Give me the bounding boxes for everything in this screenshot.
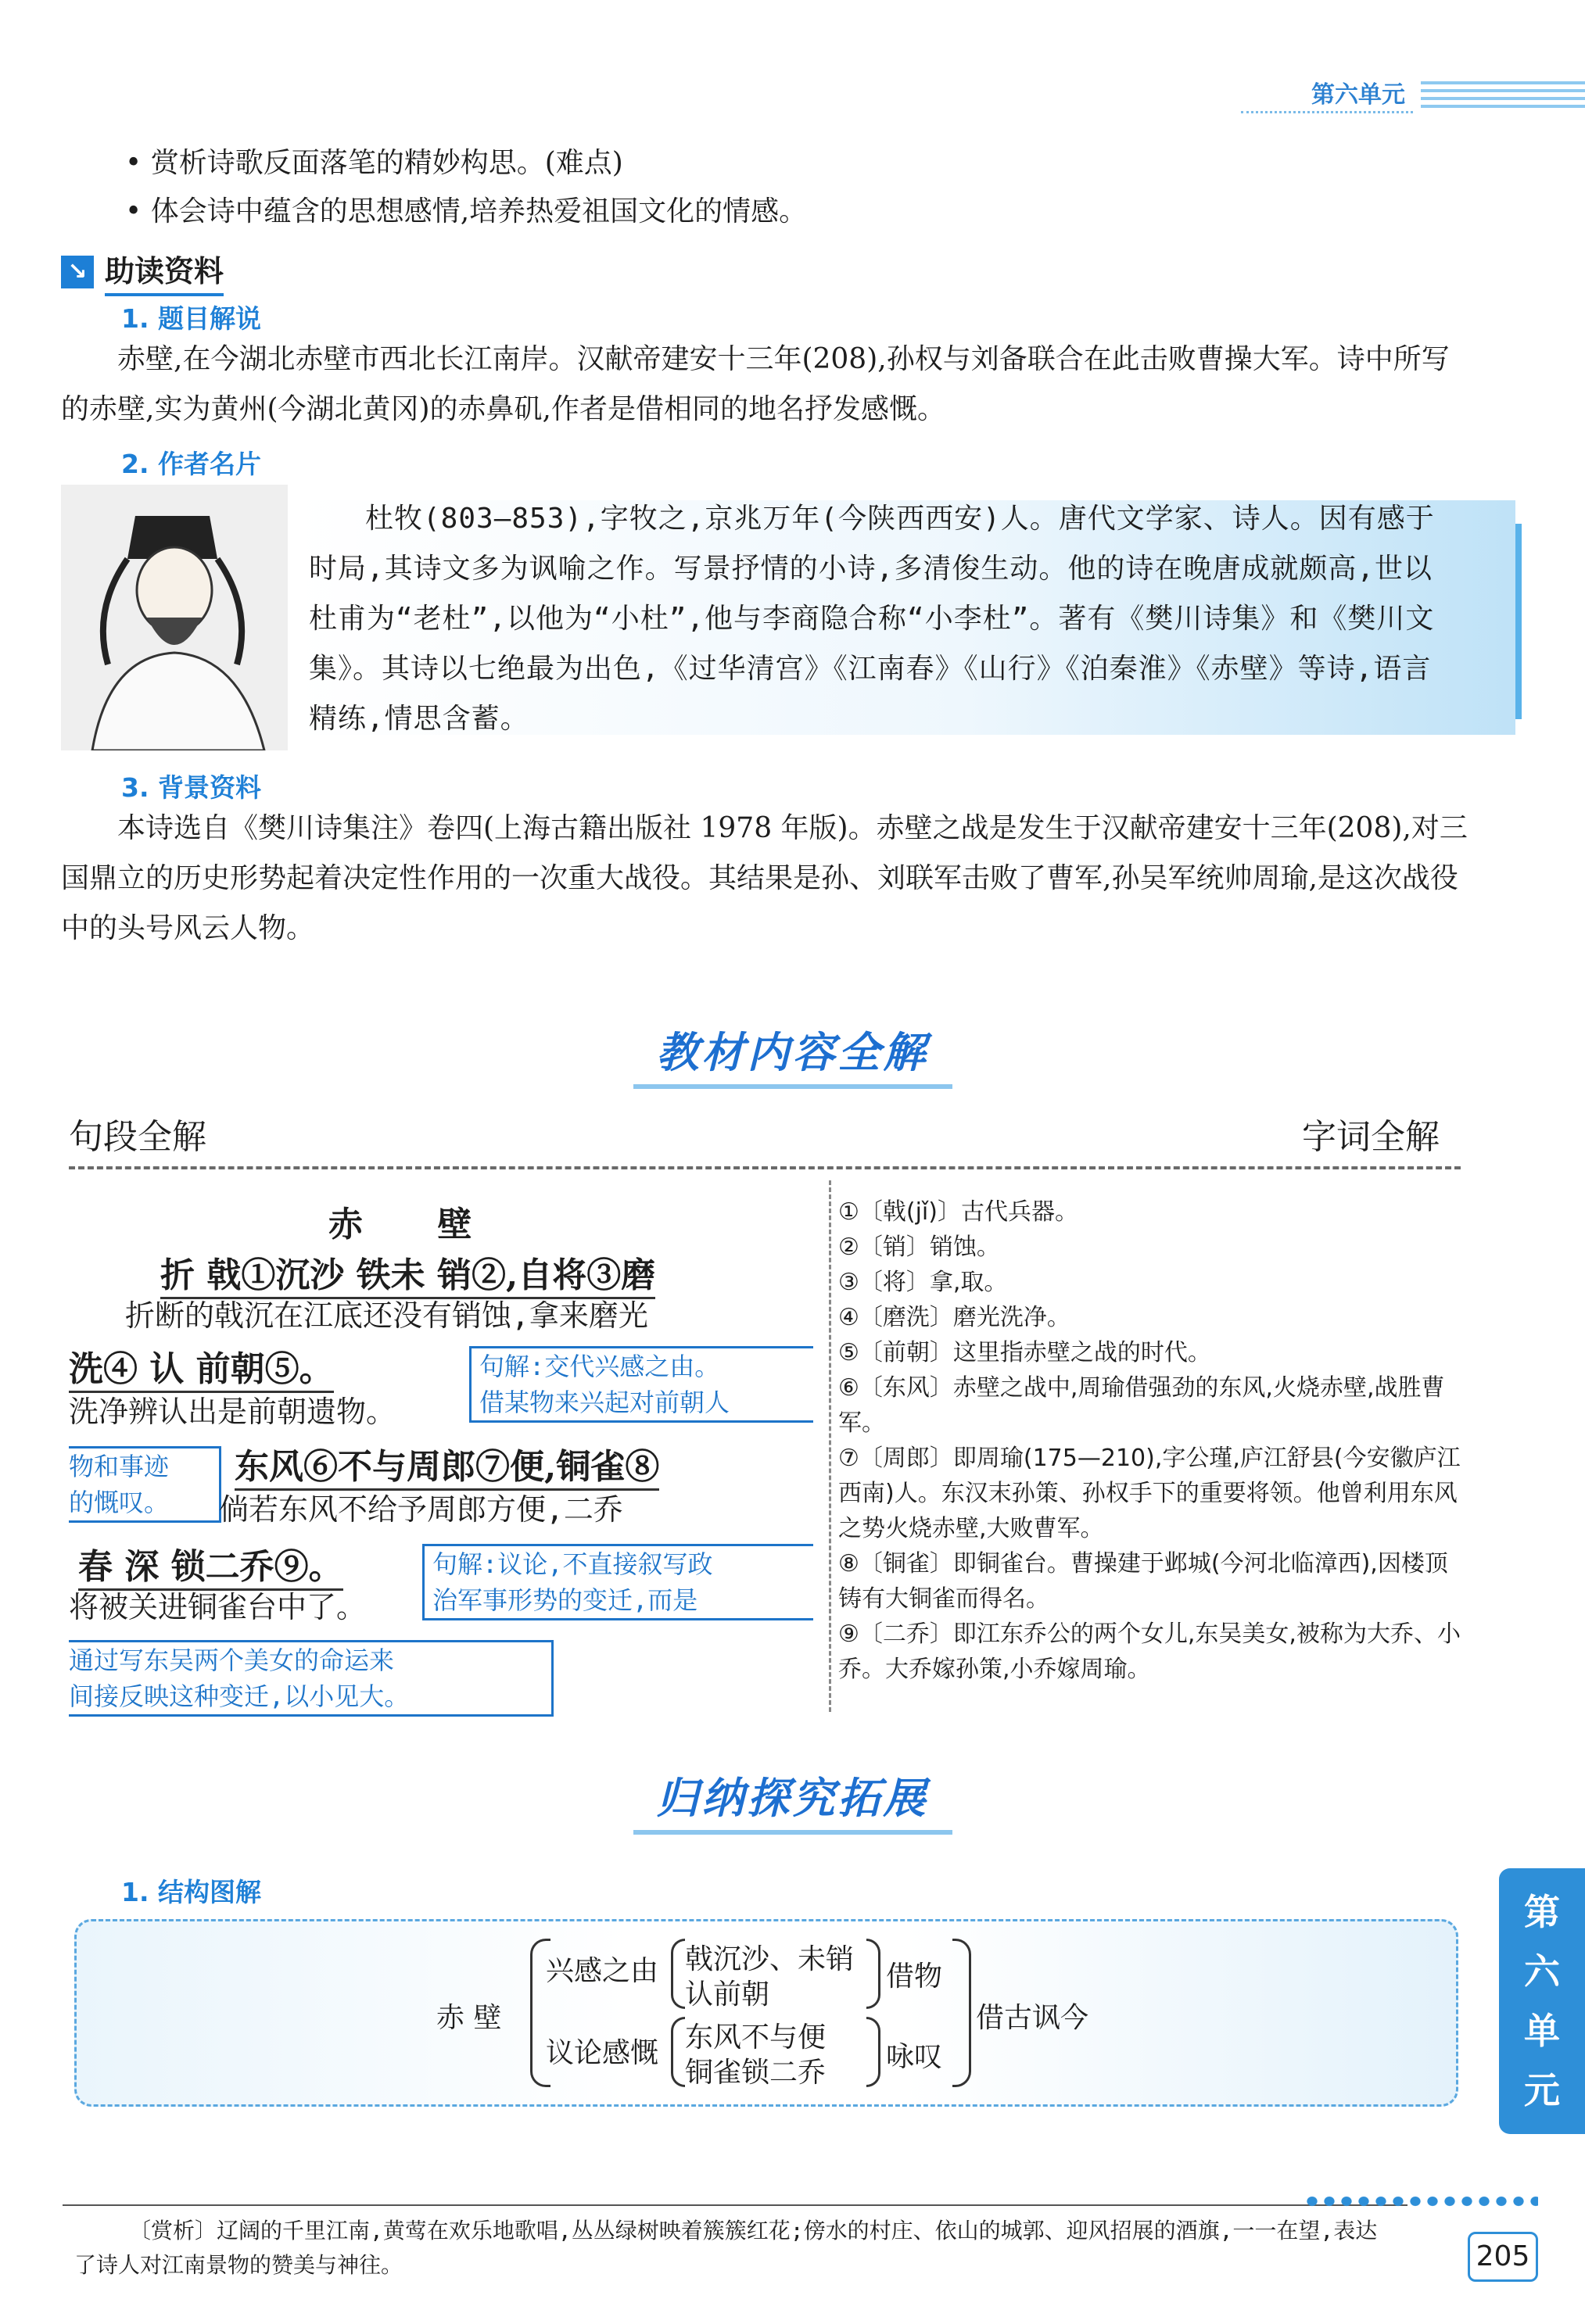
note-1-line: 物和事迹: [69, 1452, 170, 1481]
diagram-leaf: 戟沉沙、未销: [685, 1943, 855, 1975]
note-2-line: 间接反映这种变迁,以小见大。: [69, 1681, 410, 1711]
author-portrait: [61, 485, 288, 750]
diagram-branch-2: 议论感慨: [546, 2037, 659, 2069]
footer-rule: [63, 2204, 1407, 2206]
footer-dots: [1304, 2193, 1538, 2209]
unit-label: 第六单元: [1311, 81, 1405, 109]
aids-heading: [61, 247, 224, 296]
translation-4: 将被关进铜雀台中了。: [69, 1590, 367, 1624]
note-1-line: 句解:交代兴感之由。: [479, 1352, 720, 1381]
structure-title: 1. 结构图解: [121, 1877, 261, 1907]
header-book-icon: [1421, 81, 1585, 113]
glossary-item: ①〔戟(jǐ)〕古代兵器。: [838, 1198, 1078, 1226]
sentence-note-2: [422, 1544, 813, 1620]
objective-item: • 赏析诗歌反面落笔的精妙构思。(难点): [125, 139, 807, 188]
aids-title: 助读资料: [105, 247, 224, 296]
banner-2-text: 归纳探究拓展: [633, 1760, 952, 1835]
aid-3-title: 3. 背景资料: [121, 772, 261, 803]
diagram-leaf: 铜雀锁二乔: [685, 2057, 827, 2089]
glossary-item: ⑧〔铜雀〕即铜雀台。曹操建于邺城(今河北临漳西),因楼顶铸有大铜雀而得名。: [838, 1550, 1448, 1613]
brace-left-icon: [671, 1939, 685, 2009]
side-tab-char: 六: [1524, 1950, 1560, 1993]
glossary-item: ②〔销〕销蚀。: [838, 1234, 1000, 1261]
objective-item: • 体会诗中蕴含的思想感情,培养热爱祖国文化的情感。: [125, 188, 807, 236]
structure-diagram: [74, 1919, 1458, 2107]
translation-2: 洗净辨认出是前朝遗物。: [69, 1395, 396, 1429]
objectives-list: [125, 139, 807, 236]
sentence-note-1-cont: [69, 1446, 221, 1523]
arrow-icon: ↘: [61, 256, 94, 288]
diagram-result: 咏叹: [886, 2041, 943, 2073]
translation-1: 折断的戟沉在江底还没有销蚀,拿来磨光: [125, 1298, 648, 1333]
sentence-note-2-cont: [69, 1640, 554, 1717]
aid-1-title: 1. 题目解说: [121, 303, 261, 334]
column-divider: [829, 1180, 831, 1712]
glossary-item: ④〔磨洗〕磨光洗净。: [838, 1304, 1070, 1331]
side-tab-char: 元: [1524, 2069, 1560, 2111]
note-2-line: 句解:议论,不直接叙写政: [432, 1549, 713, 1579]
poem-line-1: 折 戟①沉沙 铁未 销②,自将③磨: [160, 1247, 655, 1299]
footer-appreciation: 〔赏析〕辽阔的千里江南,黄莺在欢乐地歌唱,丛丛绿树映着簇簇红花;傍水的村庄、依山的城郭、迎风招展的酒旗,一一在望,表达了诗人对江南景物的赞美与神往。: [74, 2218, 1378, 2278]
diagram-branch-1: 兴感之由: [546, 1955, 659, 1987]
diagram-leaf: 东风不与便: [685, 2021, 827, 2054]
section-banner-2: [0, 1760, 1585, 1835]
diagram-conclusion: 借古讽今: [976, 2002, 1089, 2034]
translation-3: 倘若东风不给予周郎方便,二乔: [219, 1492, 623, 1527]
diagram-leaf: 认前朝: [685, 1978, 770, 2011]
glossary-item: ⑤〔前朝〕这里指赤壁之战的时代。: [838, 1339, 1211, 1366]
aid-3-text: 本诗选自《樊川诗集注》卷四(上海古籍出版社 1978 年版)。赤壁之战是发生于汉献帝建安十三年(208),对三国鼎立的历史形势起着决定性作用的一次重大战役。其结果是孙、刘联军击败了曹军,孙吴军统帅周瑜,是这次战役中的头号风云人物。: [61, 812, 1468, 944]
diagram-root: 赤 壁: [436, 2002, 502, 2034]
brace-right-icon: [952, 1939, 971, 2087]
poem-line-3: 东风⑥不与周郎⑦便,铜雀⑧: [235, 1438, 659, 1491]
sentence-note-1: [469, 1346, 813, 1423]
poem-line-4: 春 深 锁二乔⑨。: [78, 1538, 343, 1591]
banner-1-text: 教材内容全解: [633, 1015, 952, 1089]
brace-right-icon: [866, 1939, 880, 2009]
aid-2-text: 杜牧(803—853),字牧之,京兆万年(今陕西西安)人。唐代文学家、诗人。因有感于时局,其诗文多为讽喻之作。写景抒情的小诗,多清俊生动。他的诗在晚唐成就颇高,世以杜甫为“老杜”,以他为“小杜”,他与李商隐合称“小李杜”。著有《樊川诗集》和《樊川文集》。其诗以七绝最为出色,《过华清宫》《江南春》《山行》《泊秦淮》《赤壁》等诗,语言精练,情思含蓄。: [309, 503, 1435, 735]
note-1-line: 借某物来兴起对前朝人: [479, 1388, 730, 1417]
page-number: 205: [1468, 2232, 1538, 2282]
col-left-title: 句段全解: [69, 1117, 206, 1157]
poem-line-2: 洗④ 认 前朝⑤。: [69, 1341, 334, 1393]
diagram-result: 借物: [886, 1961, 943, 1993]
page-header: [1147, 69, 1585, 116]
brace-left-icon: [671, 2017, 685, 2087]
aid-1-text: 赤壁,在今湖北赤壁市西北长江南岸。汉献帝建安十三年(208),孙权与刘备联合在此击败曹操大军。诗中所写的赤壁,实为黄州(今湖北黄冈)的赤鼻矶,作者是借相同的地名抒发感慨。: [61, 343, 1450, 425]
note-2-line: 通过写东吴两个美女的命运来: [69, 1645, 395, 1675]
glossary-item: ③〔将〕拿,取。: [838, 1269, 1008, 1296]
note-1-line: 的慨叹。: [69, 1488, 170, 1517]
col-right-title: 字词全解: [1302, 1117, 1440, 1157]
note-2-line: 治军事形势的变迁,而是: [432, 1585, 698, 1615]
dashed-divider: [69, 1166, 1461, 1169]
glossary-item: ⑦〔周郎〕即周瑜(175—210),字公瑾,庐江舒县(今安徽庐江西南)人。东汉末孙策、孙权手下的重要将领。他曾利用东风之势火烧赤壁,大败曹军。: [838, 1445, 1461, 1542]
poem-title: 赤 壁: [328, 1205, 504, 1244]
glossary-list: [838, 1194, 1464, 1687]
section-banner-1: [0, 1015, 1585, 1089]
side-tab-char: 第: [1524, 1891, 1560, 1933]
header-dots: [1241, 111, 1413, 113]
glossary-item: ⑥〔东风〕赤壁之战中,周瑜借强劲的东风,火烧赤壁,战胜曹军。: [838, 1374, 1445, 1437]
aid-2-title: 2. 作者名片: [121, 449, 261, 479]
glossary-item: ⑨〔二乔〕即江东乔公的两个女儿,东吴美女,被称为大乔、小乔。大乔嫁孙策,小乔嫁周瑜。: [838, 1620, 1461, 1683]
brace-right-icon: [866, 2017, 880, 2087]
unit-side-tab[interactable]: [1499, 1868, 1585, 2134]
side-tab-char: 单: [1524, 2010, 1560, 2052]
